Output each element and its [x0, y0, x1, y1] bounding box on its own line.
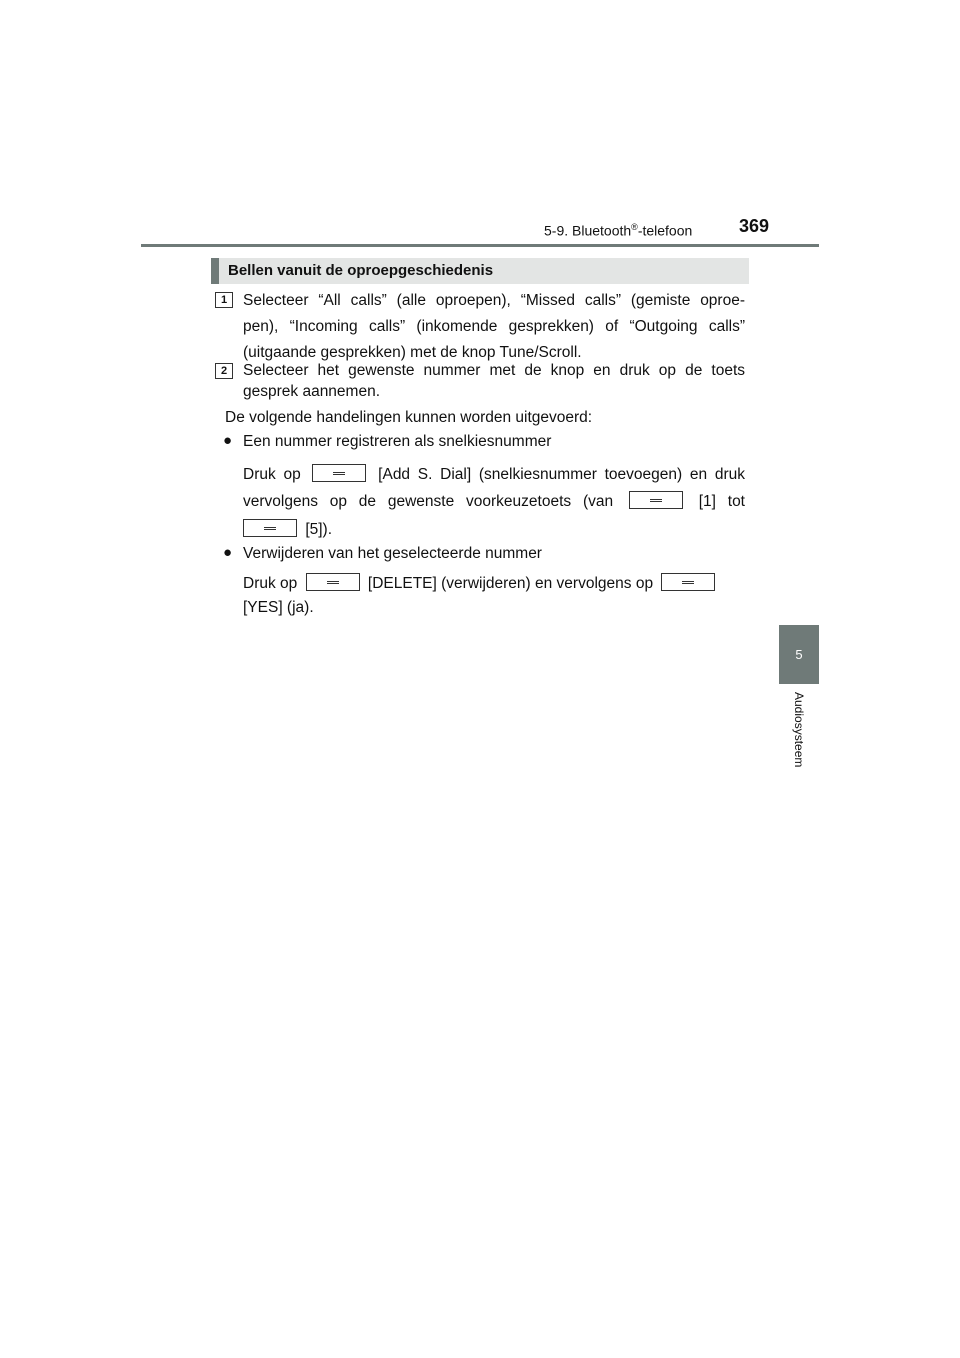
operation-1-line-3-post: [5]). — [305, 521, 333, 538]
operation-2-line-1-post: [DELETE] (verwijderen) en vervolgens op — [367, 575, 654, 592]
step-badge-1: 1 — [215, 292, 233, 308]
operation-2-title: Verwijderen van het geselecteerde nummer — [243, 545, 542, 562]
operation-1-line-1 — [243, 464, 745, 485]
registered-mark: ® — [631, 222, 638, 232]
step-badge-2: 2 — [215, 363, 233, 379]
operation-1-title: Een nummer registreren als snelkiesnummer — [243, 433, 552, 450]
section-heading: Bellen vanuit de oproepgeschiedenis — [211, 258, 749, 284]
preset-key-icon — [629, 491, 683, 509]
bullet-icon: ● — [223, 544, 233, 561]
operation-1-line-1-pre: Druk op — [243, 466, 301, 483]
operation-1-line-3 — [243, 519, 332, 540]
step-1-line-2: pen), “Incoming calls” (inkomende gesprekken) of “Outgoing calls” — [243, 318, 745, 335]
page-number: 369 — [739, 216, 770, 236]
chapter-tab: 5 — [779, 625, 819, 684]
operation-1-line-2 — [243, 491, 745, 512]
operation-2-line-1 — [243, 573, 719, 594]
operation-1-line-2-pre: vervolgens op de gewenste voorkeuzetoets (van — [243, 493, 614, 510]
preset-key-icon — [312, 464, 366, 482]
preset-key-icon — [306, 573, 360, 591]
step-2-line-1: Selecteer het gewenste nummer met de knop en druk op de toets — [243, 362, 745, 379]
bullet-icon: ● — [223, 432, 233, 449]
section-title-suffix: -telefoon — [637, 222, 693, 239]
operation-1-line-2-post: [1] tot — [698, 493, 745, 510]
operation-2-line-2: [YES] (ja). — [243, 599, 314, 616]
step-1-line-1: Selecteer “All calls” (alle oproepen), “Missed calls” (gemiste oproe- — [243, 292, 745, 309]
section-title — [544, 222, 692, 239]
operation-2-line-1-pre: Druk op — [243, 575, 298, 592]
preset-key-icon — [661, 573, 715, 591]
step-1-line-3: (uitgaande gesprekken) met de knop Tune/Scroll. — [243, 344, 582, 361]
operations-intro: De volgende handelingen kunnen worden uitgevoerd: — [225, 409, 593, 426]
operation-1-line-1-post: [Add S. Dial] (snelkiesnummer toevoegen) en druk — [378, 466, 746, 483]
preset-key-icon — [243, 519, 297, 537]
section-title-prefix: 5-9. Bluetooth — [544, 222, 632, 239]
chapter-label: Audiosysteem — [792, 692, 806, 768]
step-2-line-2: gesprek aannemen. — [243, 383, 381, 400]
header-divider — [141, 244, 819, 247]
